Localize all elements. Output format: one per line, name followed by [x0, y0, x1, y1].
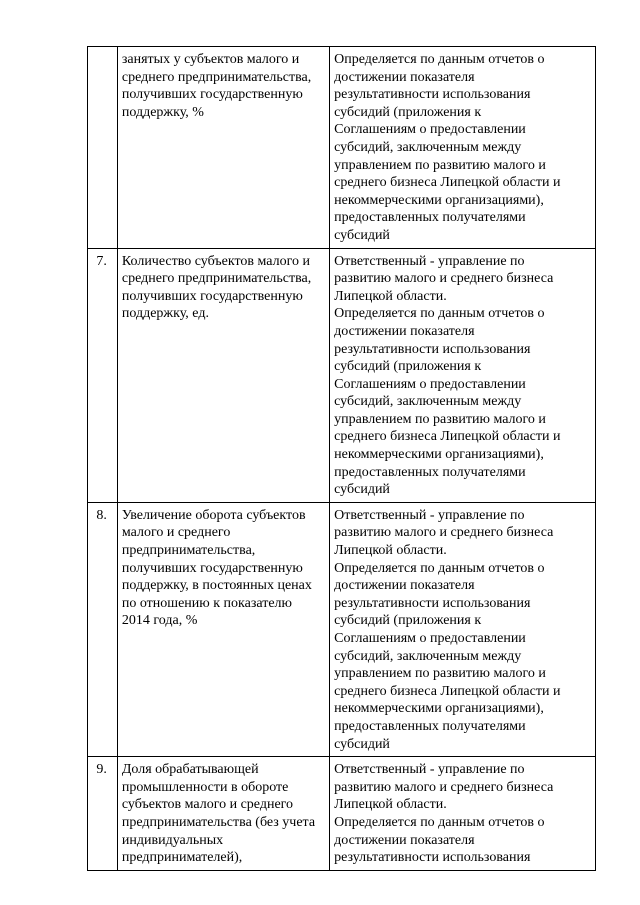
source-text-line: Определяется по данным отчетов о [334, 52, 545, 67]
source-text-line: достижении показателя [334, 323, 475, 339]
source-text-line: Соглашениям о предоставлении [334, 631, 526, 646]
source-cell [330, 502, 596, 756]
source-text-line: Ответственный - управление по [334, 253, 525, 269]
source-text-line: некоммерческими организациями), [334, 192, 544, 208]
source-text-line: Определяется по данным отчетов о [334, 306, 545, 322]
indicator-text-line: Увеличение оборота субъектов [121, 507, 306, 523]
indicator-text-line: получивших государственную [121, 87, 303, 103]
indicator-text-line: Доля обрабатывающей [121, 762, 259, 778]
source-text-line: субсидий (приложения к [334, 359, 482, 375]
indicator-text-line: предпринимательства, [121, 543, 256, 559]
indicator-text-line: поддержку, ед. [121, 306, 209, 322]
row-number: 8. [96, 507, 107, 523]
indicator-cell [117, 248, 329, 502]
source-text-line: субсидий (приложения к [334, 613, 482, 629]
row-number: 7. [96, 253, 107, 269]
source-text-line: управлением по развитию малого и [334, 157, 546, 173]
indicator-text-line: по отношению к показателю [121, 595, 292, 611]
source-text-line: развитию малого и среднего бизнеса [334, 525, 554, 541]
source-text-line: субсидий, заключенным между [334, 394, 522, 410]
table-body [88, 47, 596, 871]
source-text-line: Соглашениям о предоставлении [334, 376, 526, 392]
source-text-line: Определяется по данным отчетов о [334, 560, 545, 576]
source-text-line: субсидий, заключенным между [334, 648, 522, 664]
row-number: 9. [96, 762, 107, 778]
source-text-line: Ответственный - управление по [334, 507, 525, 523]
source-text-line: субсидий, заключенным между [334, 139, 522, 155]
source-text-line: Липецкой области. [334, 543, 447, 559]
source-text-line: управлением по развитию малого и [334, 411, 546, 427]
source-text-line: среднего бизнеса Липецкой области и [334, 175, 561, 191]
row-number-cell [88, 47, 118, 249]
indicator-text-line: получивших государственную [121, 288, 303, 304]
source-text-line: результативности использования [334, 87, 531, 103]
source-text-line: развитию малого и среднего бизнеса [334, 271, 554, 287]
indicator-text-line: поддержку, в постоянных ценах [121, 578, 312, 594]
table-row [88, 757, 596, 871]
table-row [88, 248, 596, 502]
source-text-line: Определяется по данным отчетов о [334, 814, 545, 830]
source-text-line: среднего бизнеса Липецкой области и [334, 429, 561, 445]
indicator-text-line: 2014 года, % [121, 613, 198, 629]
source-text-line: достижении показателя [334, 832, 475, 848]
source-text-line: достижении показателя [334, 69, 475, 85]
indicator-text-line: предпринимательства (без учета [121, 814, 316, 830]
indicator-text-line: занятых у субъектов малого и [121, 52, 300, 67]
indicator-text-line: индивидуальных [121, 832, 224, 848]
indicator-text-line: промышленности в обороте [121, 779, 289, 795]
source-text-line: Соглашениям о предоставлении [334, 122, 526, 138]
source-cell [330, 248, 596, 502]
indicator-cell [117, 757, 329, 871]
indicator-text-line: среднего предпринимательства, [121, 271, 312, 287]
indicator-text-line: поддержку, % [121, 104, 204, 120]
source-text-line: субсидий [334, 227, 390, 243]
table-row [88, 47, 596, 249]
source-text-line: Липецкой области. [334, 797, 447, 813]
source-text-line: предоставленных получателями [334, 464, 526, 480]
source-text-line: достижении показателя [334, 578, 475, 594]
source-text-line: Липецкой области. [334, 288, 447, 304]
indicator-cell [117, 47, 329, 249]
row-number-cell [88, 248, 118, 502]
row-number-cell [88, 502, 118, 756]
indicator-text-line: субъектов малого и среднего [121, 797, 294, 813]
source-text-line: предоставленных получателями [334, 718, 526, 734]
source-text-line: субсидий (приложения к [334, 104, 482, 120]
indicators-table [87, 46, 596, 871]
source-text-line: результативности использования [334, 850, 531, 866]
source-text-line: некоммерческими организациями), [334, 701, 544, 717]
source-text-line: развитию малого и среднего бизнеса [334, 779, 554, 795]
source-cell [330, 47, 596, 249]
table-row [88, 502, 596, 756]
indicator-text-line: предпринимателей), [121, 850, 243, 866]
source-text-line: Ответственный - управление по [334, 762, 525, 778]
indicator-cell [117, 502, 329, 756]
source-text-line: результативности использования [334, 341, 531, 357]
source-text-line: среднего бизнеса Липецкой области и [334, 683, 561, 699]
source-text-line: субсидий [334, 736, 390, 752]
indicator-text-line: малого и среднего [121, 525, 231, 541]
indicator-text-line: получивших государственную [121, 560, 303, 576]
indicator-text-line: среднего предпринимательства, [121, 69, 312, 85]
source-text-line: управлением по развитию малого и [334, 666, 546, 682]
source-text-line: субсидий [334, 482, 390, 498]
source-cell [330, 757, 596, 871]
source-text-line: предоставленных получателями [334, 210, 526, 226]
source-text-line: некоммерческими организациями), [334, 447, 544, 463]
row-number-cell [88, 757, 118, 871]
indicator-text-line: Количество субъектов малого и [121, 253, 310, 269]
source-text-line: результативности использования [334, 595, 531, 611]
